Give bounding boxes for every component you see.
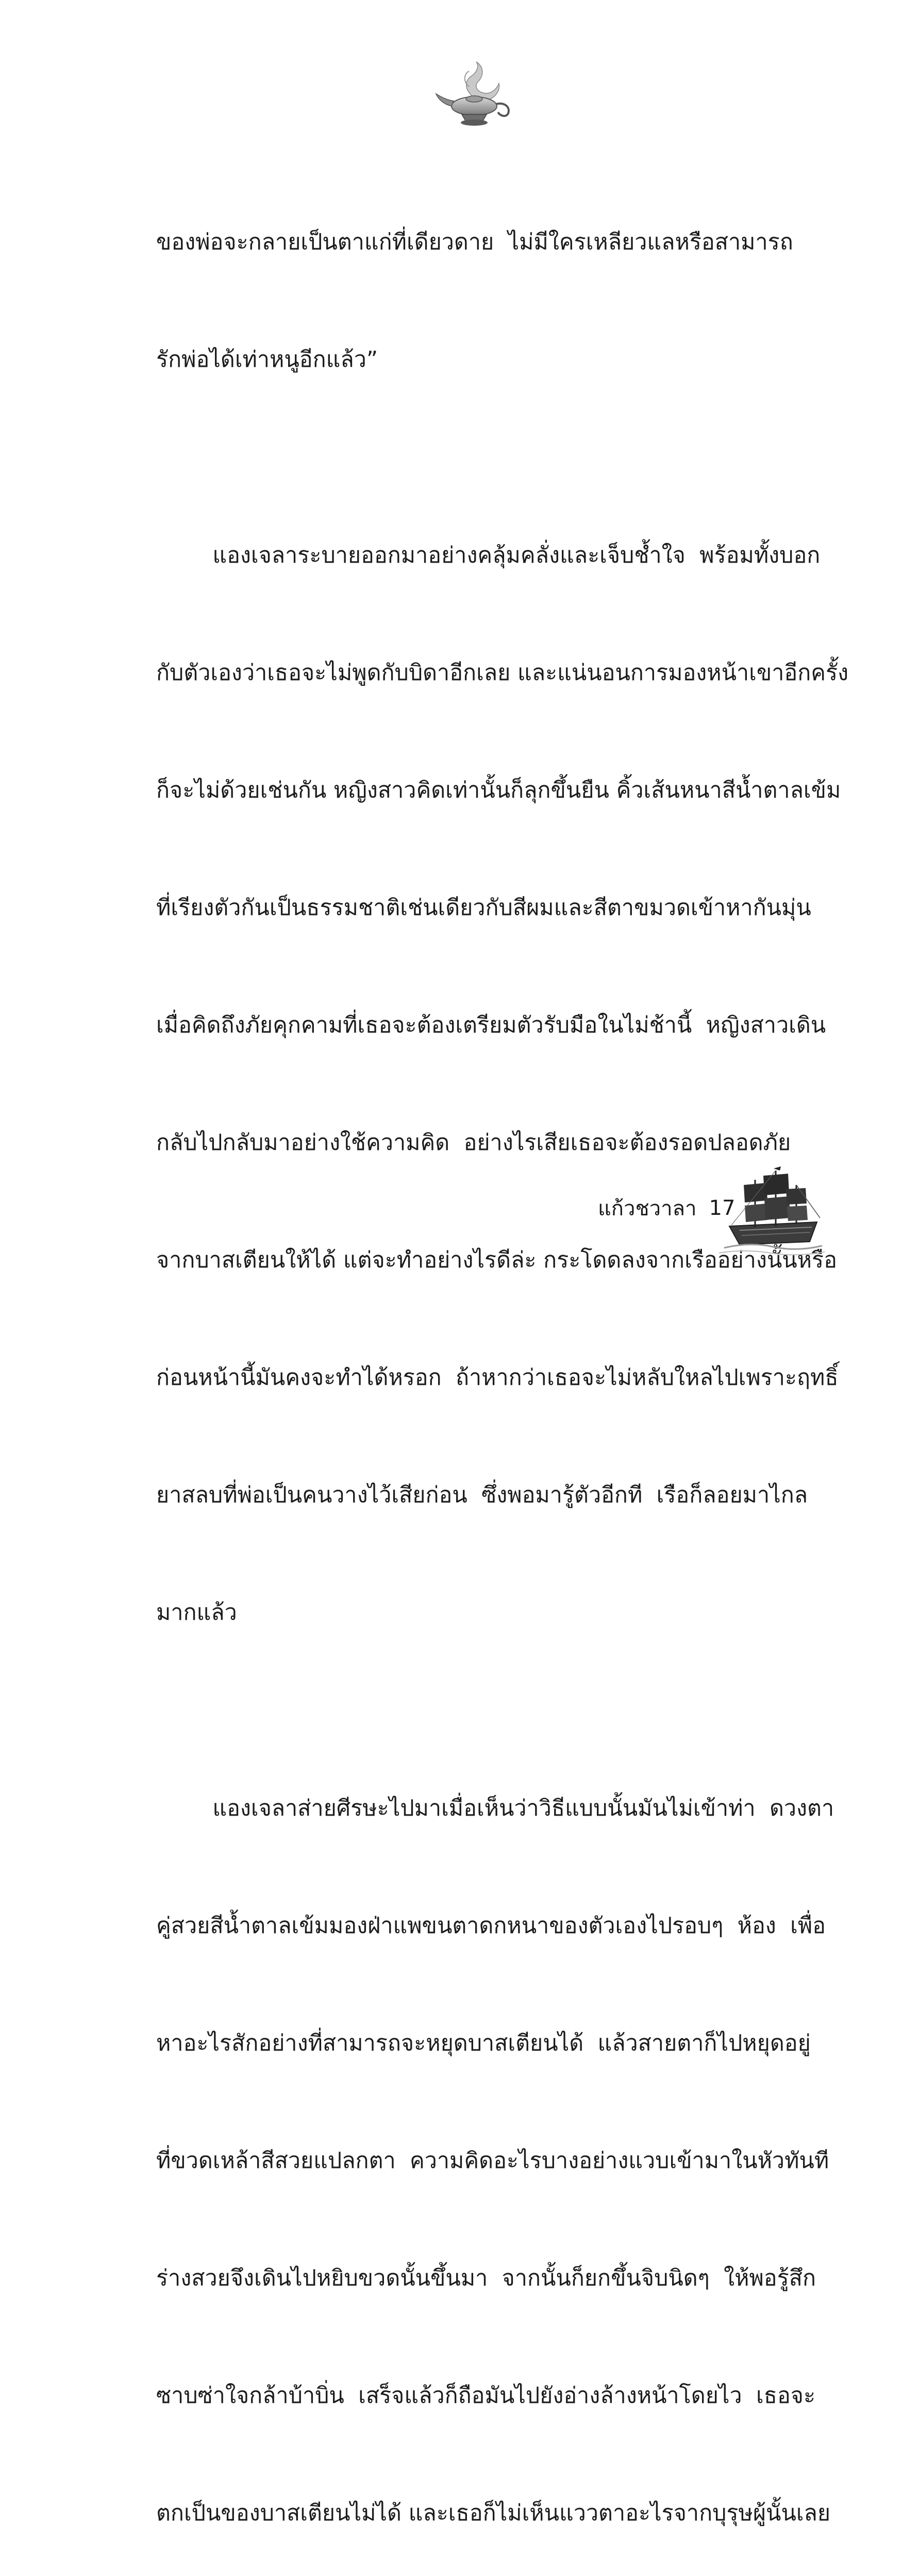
text-line: ที่ขวดเหล้าสีสวยแปลกตา ความคิดอะไรบางอย่างแวบเข้ามาในหัวทันที xyxy=(156,2148,829,2174)
page-number: 17 xyxy=(709,1196,736,1220)
text-line: ซาบซ่าใจกล้าบ้าบิ่น เสร็จแล้วก็ถือมันไปยังอ่างล้างหน้าโดยไว เธอจะ xyxy=(156,2383,816,2409)
text-line: กับตัวเองว่าเธอจะไม่พูดกับบิดาอีกเลย และแน่นอนการมองหน้าเขาอีกครั้ง xyxy=(156,660,849,686)
sailing-ship-icon xyxy=(719,1164,827,1260)
text-line: กลับไปกลับมาอย่างใช้ความคิด อย่างไรเสียเธอจะต้องรอดปลอดภัย xyxy=(156,1130,791,1156)
paragraph-3 xyxy=(156,1710,834,2576)
paragraph-1 xyxy=(156,144,807,457)
text-line: แองเจลาส่ายศีรษะไปมาเมื่อเห็นว่าวิธีแบบนั้นมันไม่เข้าท่า ดวงตา xyxy=(156,1795,834,1821)
text-line: ก็จะไม่ด้วยเช่นกัน หญิงสาวคิดเท่านั้นก็ลุกขึ้นยืน คิ้วเส้นหนาสีน้ำตาลเข้ม xyxy=(156,777,841,803)
text-line: ยาสลบที่พ่อเป็นคนวางไว้เสียก่อน ซึ่งพอมารู้ตัวอีกที เรือก็ลอยมาไกล xyxy=(156,1482,808,1508)
magic-lamp-icon xyxy=(433,61,515,133)
paragraph-2 xyxy=(156,457,849,1710)
text-line: รักพ่อได้เท่าหนูอีกแล้ว” xyxy=(156,347,378,372)
text-line: ของพ่อจะกลายเป็นตาแก่ที่เดียวดาย ไม่มีใครเหลียวแลหรือสามารถ xyxy=(156,229,793,255)
text-line: จากบาสเตียนให้ได้ แต่จะทำอย่างไรดีล่ะ กระโดดลงจากเรืออย่างนั้นหรือ xyxy=(156,1247,837,1273)
page-footer xyxy=(598,1188,735,1229)
text-line: หาอะไรสักอย่างที่สามารถจะหยุดบาสเตียนได้ แล้วสายตาก็ไปหยุดอยู่ xyxy=(156,2030,811,2056)
text-line: เมื่อคิดถึงภัยคุกคามที่เธอจะต้องเตรียมตัวรับมือในไม่ช้านี้ หญิงสาวเดิน xyxy=(156,1012,826,1038)
text-line: มากแล้ว xyxy=(156,1600,237,1625)
text-line: ก่อนหน้านี้มันคงจะทำได้หรอก ถ้าหากว่าเธอจะไม่หลับใหลไปเพราะฤทธิ์ xyxy=(156,1365,839,1391)
body-text xyxy=(156,144,849,2576)
text-line: ร่างสวยจึงเดินไปหยิบขวดนั้นขึ้นมา จากนั้นก็ยกขึ้นจิบนิดๆ ให้พอรู้สึก xyxy=(156,2265,816,2291)
book-title: แก้วชวาลา xyxy=(598,1197,697,1221)
text-line: คู่สวยสีน้ำตาลเข้มมองฝ่าแพขนตาดกหนาของตัวเองไปรอบๆ ห้อง เพื่อ xyxy=(156,1913,826,1939)
text-line: ตกเป็นของบาสเตียนไม่ได้ และเธอก็ไม่เห็นแววตาอะไรจากบุรุษผู้นั้นเลย xyxy=(156,2500,831,2526)
text-line: แองเจลาระบายออกมาอย่างคลุ้มคลั่งและเจ็บช้ำใจ พร้อมทั้งบอก xyxy=(156,543,821,568)
text-line: ที่เรียงตัวกันเป็นธรรมชาติเช่นเดียวกับสีผมและสีตาขมวดเข้าหากันมุ่น xyxy=(156,895,811,921)
